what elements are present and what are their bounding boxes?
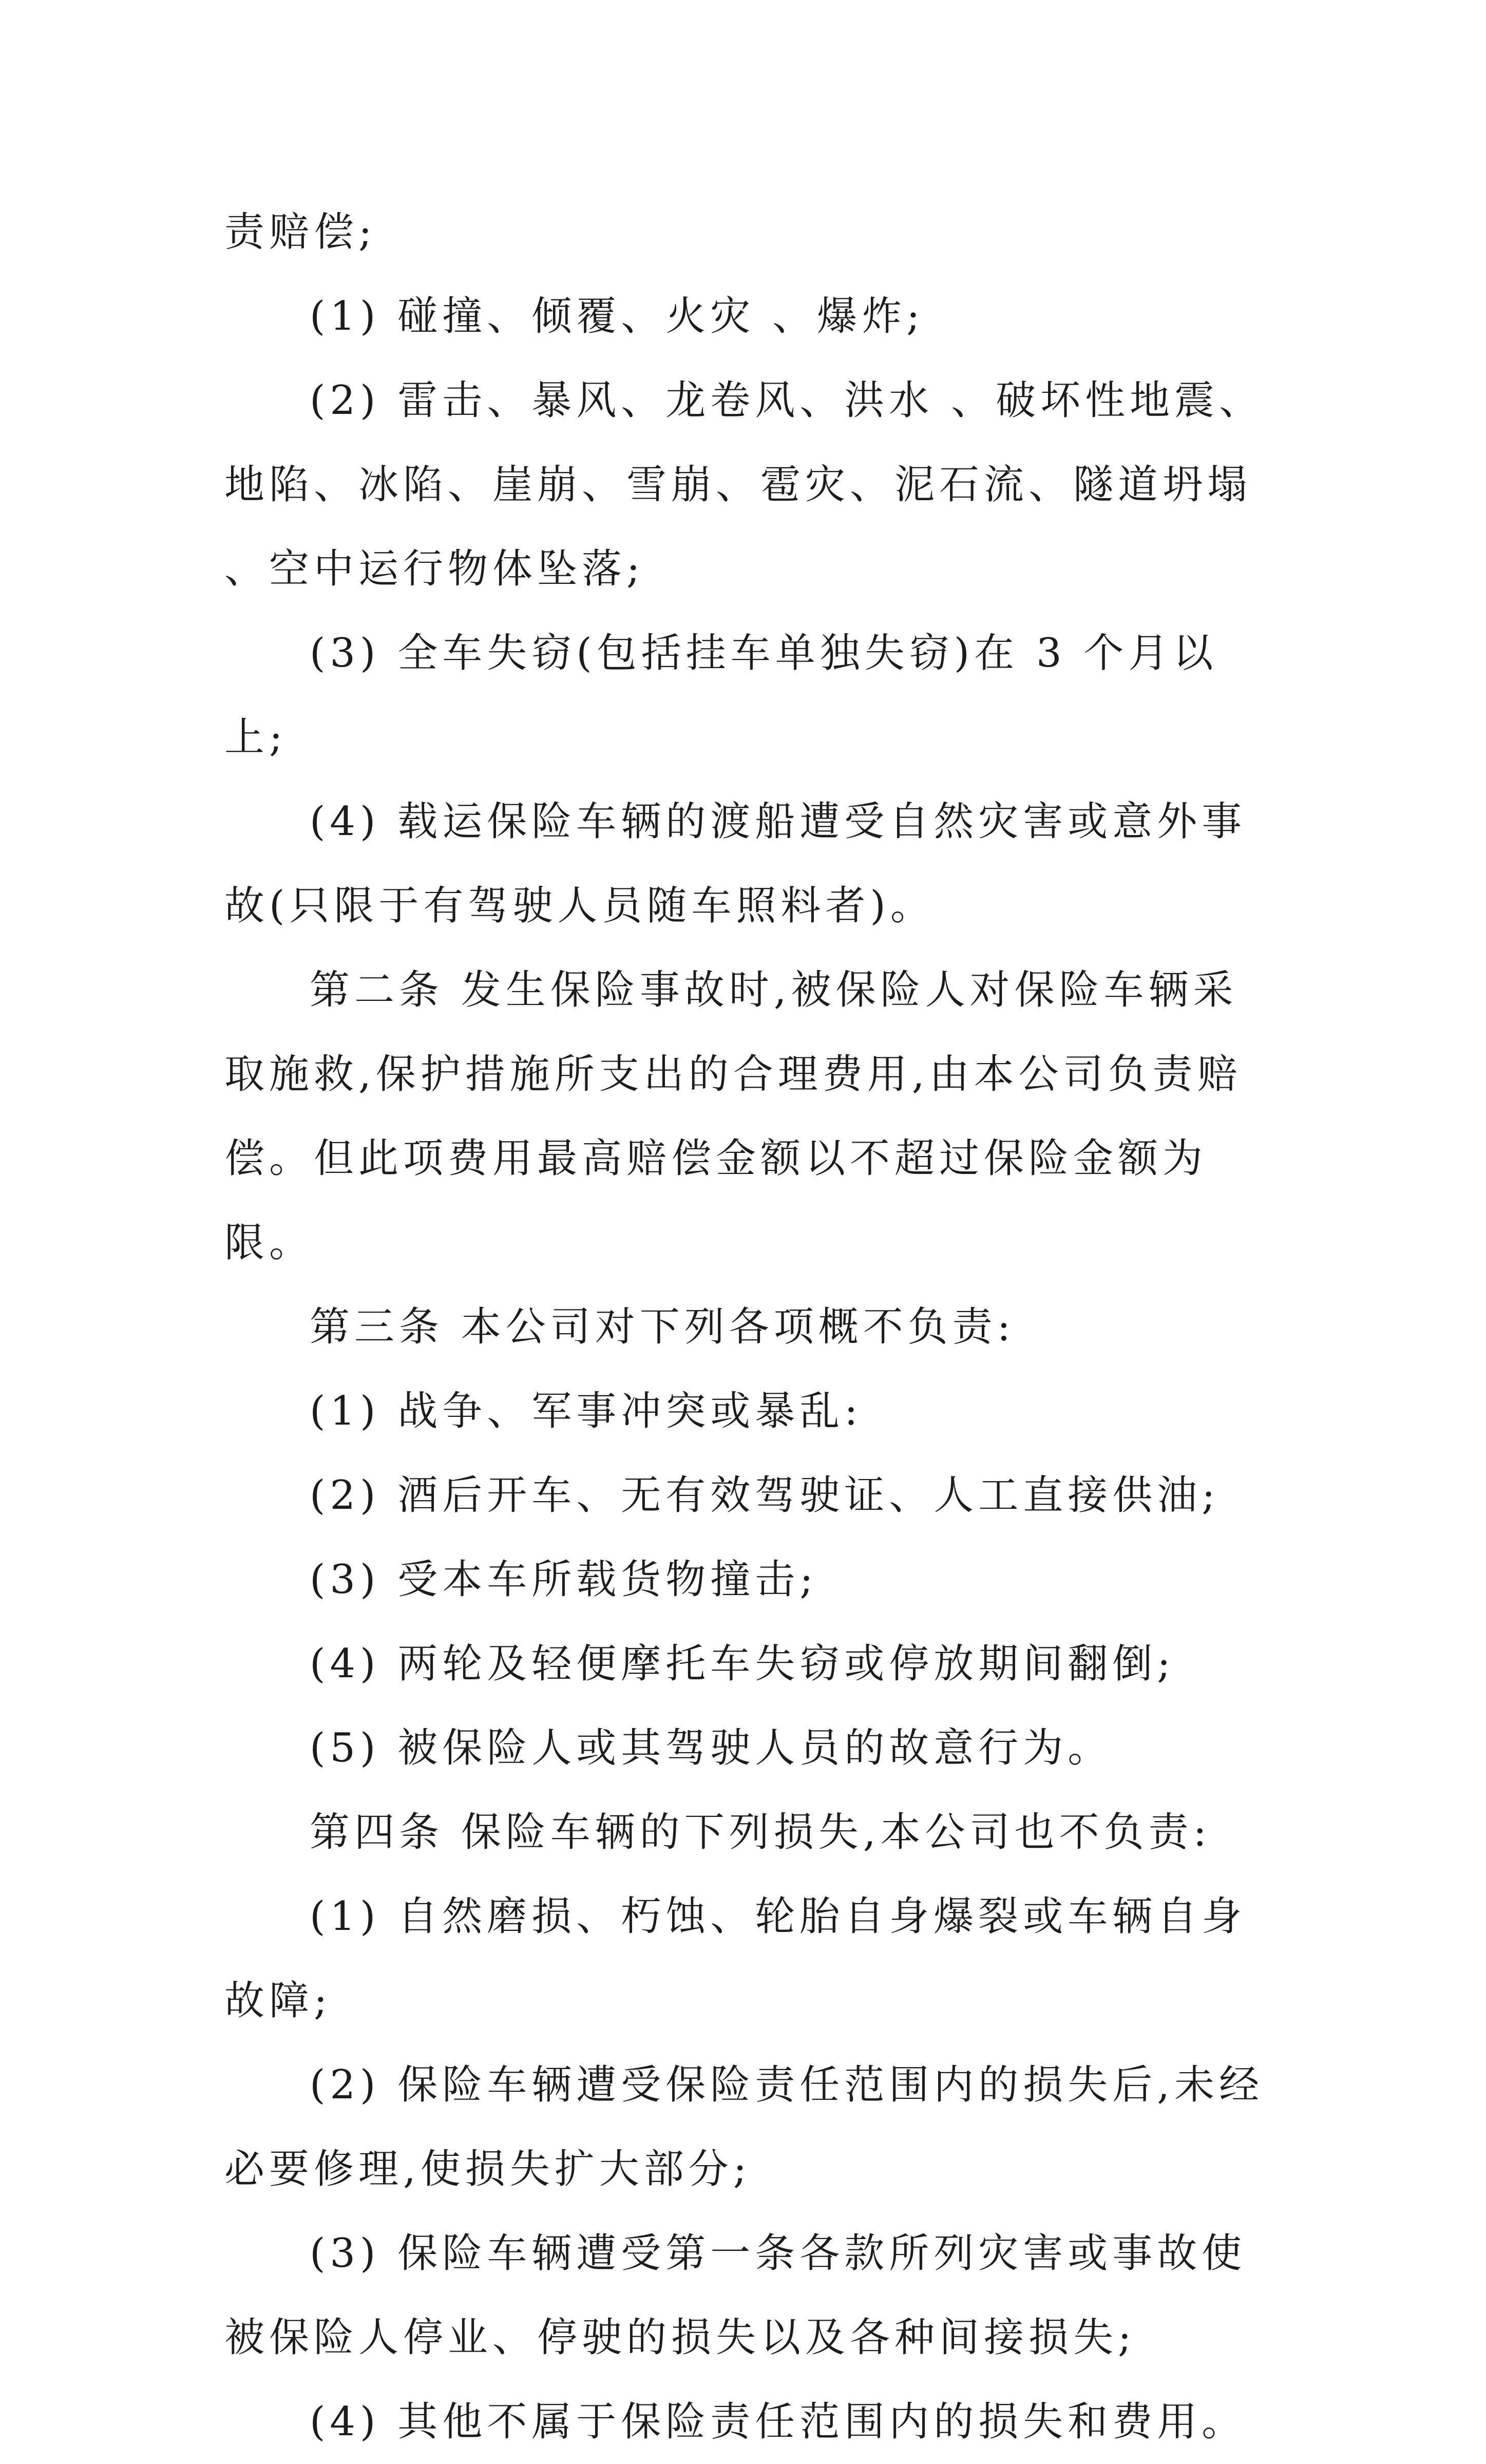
article-2: 第二条 发生保险事故时,被保险人对保险车辆采取施救,保护措施所支出的合理费用,由本公司负责赔偿。但此项费用最高赔偿金额以不超过保险金额为限。: [224, 967, 1242, 1266]
article-4: 第四条 保险车辆的下列损失,本公司也不负责:: [310, 1809, 1211, 1855]
clause-1-item-3: (3) 全车失窃(包括挂车单独失窃)在 3 个月以上;: [224, 630, 1218, 761]
clause-3-item-5: (5) 被保险人或其驾驶人员的故意行为。: [310, 1725, 1113, 1771]
paragraph-continuation: 责赔偿;: [224, 209, 377, 255]
clause-4-item-4: (4) 其他不属于保险责任范围内的损失和费用。: [310, 2399, 1247, 2445]
clause-4-item-1: (1) 自然磨损、朽蚀、轮胎自身爆裂或车辆自身故障;: [224, 1893, 1247, 2024]
clause-4-item-3: (3) 保险车辆遭受第一条各款所列灾害或事故使被保险人停业、停驶的损失以及各种间接损失;: [224, 2230, 1247, 2361]
clause-1-item-2: (2) 雷击、暴风、龙卷风、洪水 、破坏性地震、地陷、冰陷、崖崩、雪崩、雹灾、泥石流、隧道坍塌 、空中运行物体坠落;: [224, 377, 1269, 592]
clause-3-item-3: (3) 受本车所载货物撞击;: [310, 1557, 818, 1603]
document-body: [224, 190, 1272, 2464]
article-3: 第三条 本公司对下列各项概不负责:: [310, 1304, 1016, 1350]
clause-1-item-1: (1) 碰撞、倾覆、火灾 、爆炸;: [310, 293, 925, 339]
clause-3-item-1: (1) 战争、军事冲突或暴乱:: [310, 1388, 863, 1434]
clause-1-item-4: (4) 载运保险车辆的渡船遭受自然灾害或意外事故(只限于有驾驶人员随车照料者)。: [224, 799, 1247, 929]
clause-4-item-2: (2) 保险车辆遭受保险责任范围内的损失后,未经必要修理,使损失扩大部分;: [224, 2062, 1264, 2192]
clause-3-item-4: (4) 两轮及轻便摩托车失窃或停放期间翻倒;: [310, 1641, 1175, 1687]
clause-3-item-2: (2) 酒后开车、无有效驾驶证、人工直接供油;: [310, 1472, 1220, 1519]
